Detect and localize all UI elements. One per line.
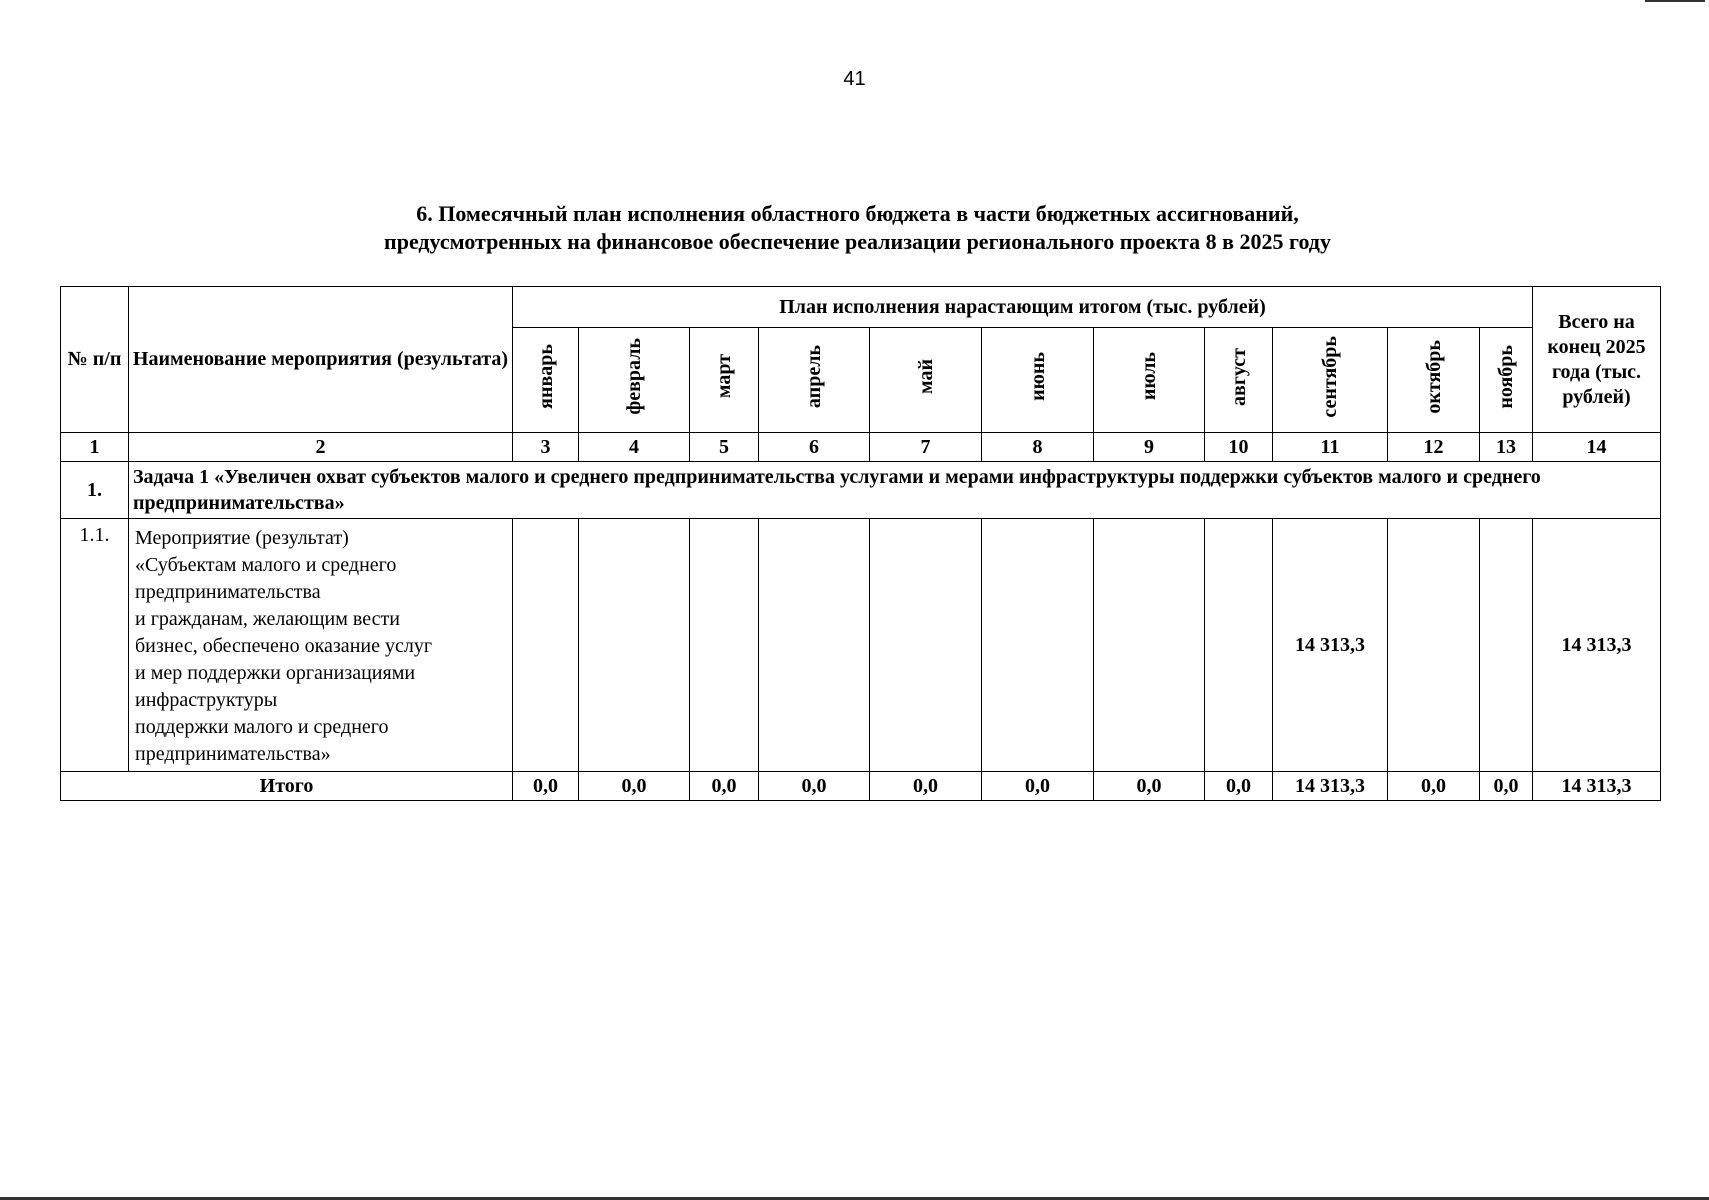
column-number: 3 (513, 433, 579, 462)
month-header-7 (1205, 328, 1273, 433)
column-number: 8 (982, 433, 1094, 462)
month-label: ноябрь (1495, 344, 1517, 409)
column-number: 14 (1533, 433, 1661, 462)
month-header-6 (1094, 328, 1205, 433)
month-header-5 (982, 328, 1094, 433)
month-header-0 (513, 328, 579, 433)
item-total: 14 313,3 (1533, 519, 1661, 772)
item-row (61, 519, 1661, 772)
item-name-line: предпринимательства» (135, 743, 331, 765)
column-number: 2 (129, 433, 513, 462)
month-header-8 (1273, 328, 1388, 433)
document-title (60, 200, 1655, 256)
header-plan: План исполнения нарастающим итогом (тыс. рублей) (513, 287, 1533, 328)
column-number: 1 (61, 433, 129, 462)
header-num: № п/п (61, 287, 129, 433)
totals-value: 0,0 (690, 772, 759, 801)
item-name-line: бизнес, обеспечено оказание услуг (135, 635, 433, 657)
item-value (982, 519, 1094, 772)
task-row (61, 462, 1661, 519)
month-header-1 (579, 328, 690, 433)
header-total: Всего на конец 2025 года (тыс. рублей) (1533, 287, 1661, 433)
month-label: октябрь (1422, 339, 1445, 414)
month-label: июль (1138, 352, 1160, 401)
month-header-2 (690, 328, 759, 433)
column-number: 4 (579, 433, 690, 462)
totals-value: 0,0 (1094, 772, 1205, 801)
totals-value: 0,0 (982, 772, 1094, 801)
column-number: 13 (1480, 433, 1533, 462)
totals-row (61, 772, 1661, 801)
totals-value: 14 313,3 (1273, 772, 1388, 801)
item-value (759, 519, 870, 772)
item-value: 14 313,3 (1273, 519, 1388, 772)
month-header-9 (1388, 328, 1480, 433)
column-number: 9 (1094, 433, 1205, 462)
task-name: Задача 1 «Увеличен охват субъектов малого и среднего предпринимательства услугами и мерами инфраструктуры поддержки субъектов малого и среднего предпринимательства» (129, 462, 1661, 519)
month-label: август (1227, 347, 1250, 406)
item-value (1094, 519, 1205, 772)
column-numbers-row (61, 433, 1661, 462)
item-name-line: и гражданам, желающим вести (135, 608, 400, 630)
month-header-4 (870, 328, 982, 433)
month-header-3 (759, 328, 870, 433)
item-value (1480, 519, 1533, 772)
page-number: 41 (843, 68, 866, 90)
column-number: 11 (1273, 433, 1388, 462)
month-label: сентябрь (1319, 335, 1341, 418)
column-number: 7 (870, 433, 982, 462)
totals-value: 0,0 (1480, 772, 1533, 801)
item-value (1205, 519, 1273, 772)
month-label: май (914, 358, 937, 394)
column-number: 5 (690, 433, 759, 462)
item-name (129, 519, 513, 772)
totals-value: 0,0 (870, 772, 982, 801)
month-label: январь (534, 344, 557, 409)
task-number: 1. (61, 462, 129, 519)
totals-value: 0,0 (513, 772, 579, 801)
item-name-line: и мер поддержки организациями (135, 662, 416, 684)
month-label: март (713, 354, 735, 399)
totals-grand-total: 14 313,3 (1533, 772, 1661, 801)
item-name-line: поддержки малого и среднего (135, 716, 389, 738)
item-name-line: Мероприятие (результат) (135, 527, 349, 549)
header-row (61, 287, 1661, 328)
item-value (579, 519, 690, 772)
item-name-line: предпринимательства (135, 581, 321, 603)
month-label: апрель (803, 344, 825, 409)
totals-value: 0,0 (1388, 772, 1480, 801)
item-name-line: «Субъектам малого и среднего (135, 554, 397, 576)
month-label: июнь (1026, 352, 1049, 401)
item-number: 1.1. (61, 519, 129, 772)
title-line-1: 6. Помесячный план исполнения областного бюджета в части бюджетных ассигнований, (416, 201, 1299, 226)
title-line-2: предусмотренных на финансовое обеспечение реализации регионального проекта 8 в 2025 году (384, 229, 1331, 254)
column-number: 12 (1388, 433, 1480, 462)
header-name: Наименование мероприятия (результата) (129, 287, 513, 433)
totals-value: 0,0 (1205, 772, 1273, 801)
month-label: февраль (623, 338, 645, 415)
totals-value: 0,0 (759, 772, 870, 801)
item-value (870, 519, 982, 772)
column-number: 6 (759, 433, 870, 462)
totals-value: 0,0 (579, 772, 690, 801)
item-value (513, 519, 579, 772)
corner-rule (1645, 0, 1705, 2)
totals-label: Итого (61, 772, 513, 801)
item-name-line: инфраструктуры (135, 689, 278, 711)
item-value (1388, 519, 1480, 772)
month-header-10 (1480, 328, 1533, 433)
item-value (690, 519, 759, 772)
column-number: 10 (1205, 433, 1273, 462)
budget-plan-table (60, 286, 1661, 801)
